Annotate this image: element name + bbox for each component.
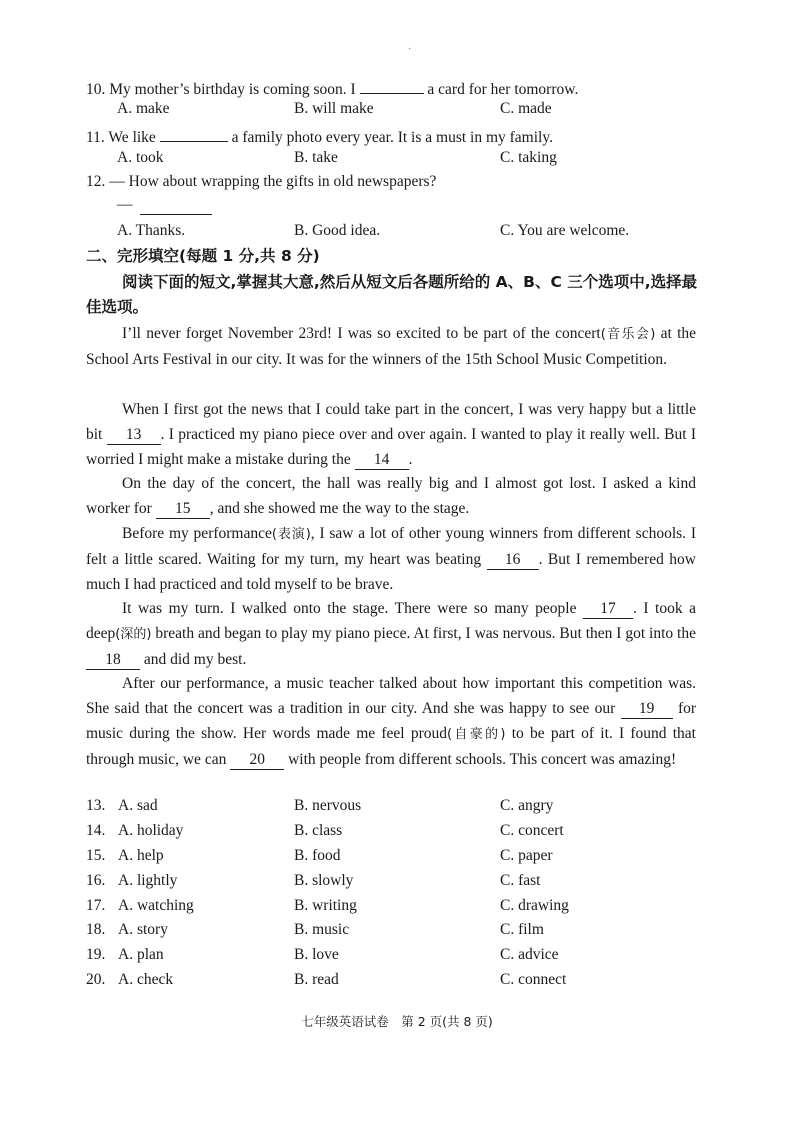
option-c: C. taking — [500, 149, 557, 166]
passage-text: . I took a deep — [86, 600, 696, 642]
option-b: B. music — [294, 921, 350, 938]
option-number: 19. — [86, 946, 106, 963]
option-b: B. Good idea. — [294, 222, 381, 239]
passage-text: After our performance, a music teacher talked about how important this competition was. She said that the concert was a tradition in our city. And she was happy to see our — [86, 675, 696, 717]
option-a: A. holiday — [118, 822, 184, 839]
answer-blank — [160, 123, 228, 142]
option-number: 17. — [86, 897, 106, 914]
option-b: B. read — [294, 971, 339, 988]
answer-blank — [140, 198, 212, 215]
passage-text: . I practiced my piano piece over and over again. I wanted to play it really well. But I worried I might make a mistake during the — [86, 426, 696, 468]
speck-mark: · — [408, 44, 412, 55]
question-12 — [86, 172, 698, 192]
passage-text: I’ll never forget November 23rd! I was so excited to be part of the concert — [122, 325, 601, 342]
passage-paragraph-1 — [86, 321, 696, 372]
blank-14: 14 — [355, 451, 409, 470]
option-b: B. love — [294, 946, 339, 963]
blank-15: 15 — [156, 500, 210, 519]
page-footer: 七年级英语试卷 第 2 页(共 8 页) — [301, 1014, 493, 1029]
option-a: A. lightly — [118, 872, 178, 889]
option-number: 16. — [86, 872, 106, 889]
option-a: A. help — [118, 847, 164, 864]
passage-text: at the School Arts Festival in our city. It was for the winners of the 15th School Music Competition. — [86, 325, 697, 368]
passage-text: , and she showed me the way to the stage. — [209, 500, 470, 517]
passage-paragraph-4 — [86, 521, 696, 597]
question-text: My mother’s birthday is coming soon. I — [109, 81, 356, 98]
passage-text: breath and began to play my piano piece. At first, I was nervous. But then I got into the — [155, 625, 696, 642]
passage-paragraph-6 — [86, 671, 696, 772]
passage-text: to be part of it. I found that through music, we can — [86, 725, 696, 768]
question-number: 11. — [86, 129, 105, 146]
option-number: 13. — [86, 797, 106, 814]
option-c: C. angry — [500, 797, 554, 814]
gloss-text: (表演) — [271, 527, 311, 542]
dialogue-dash: — — [117, 196, 133, 213]
option-a: A. watching — [118, 897, 194, 914]
question-11 — [86, 123, 698, 148]
question-text: a family photo every year. It is a must in my family. — [231, 129, 553, 146]
option-c: C. made — [500, 100, 552, 117]
passage-text: When I first got the news that I could take part in the concert, I was very happy but a little bit — [86, 401, 696, 443]
passage-text: with people from different schools. This concert was amazing! — [288, 751, 677, 768]
blank-17: 17 — [583, 600, 633, 619]
blank-16: 16 — [487, 551, 539, 570]
gloss-text: (自豪的) — [446, 727, 506, 742]
option-b: B. food — [294, 847, 341, 864]
option-c: C. paper — [500, 847, 553, 864]
option-c: C. fast — [500, 872, 541, 889]
passage-text: On the day of the concert, the hall was really big and I almost got lost. I asked a kind worker for — [86, 475, 696, 517]
passage-paragraph-5 — [86, 596, 696, 672]
question-text: a card for her tomorrow. — [427, 81, 579, 98]
passage-text: . But I remembered how much I had practiced and told myself to be brave. — [86, 551, 696, 593]
gloss-text: (深的) — [115, 627, 152, 642]
passage-text: It was my turn. I walked onto the stage. There were so many people — [122, 600, 577, 617]
option-b: B. take — [294, 149, 338, 166]
option-a: A. sad — [118, 797, 158, 814]
passage-text: for music during the show. Her words made me feel proud — [86, 700, 697, 742]
passage-text: Before my performance — [122, 525, 272, 542]
blank-18: 18 — [86, 651, 140, 670]
passage-paragraph-3 — [86, 471, 696, 521]
option-number: 18. — [86, 921, 106, 938]
option-c: C. advice — [500, 946, 559, 963]
option-a: A. check — [118, 971, 174, 988]
option-a: A. took — [117, 149, 164, 166]
question-10 — [86, 75, 698, 100]
question-text: We like — [108, 129, 156, 146]
question-number: 10. — [86, 81, 106, 98]
option-c: C. connect — [500, 971, 567, 988]
question-number: 12. — [86, 173, 106, 190]
passage-text: , I saw a lot of other young winners from different schools. I felt a little scared. Waiting for my turn, my heart was beating — [86, 525, 696, 568]
section-instruction: 阅读下面的短文,掌握其大意,然后从短文后各题所给的 A、B、C 三个选项中,选择最佳选项。 — [86, 273, 698, 316]
gloss-text: (音乐会) — [600, 327, 656, 342]
passage-text: and did my best. — [143, 651, 247, 668]
blank-20: 20 — [230, 751, 284, 770]
option-b: B. class — [294, 822, 343, 839]
option-a: A. Thanks. — [117, 222, 186, 239]
section-heading: 二、完形填空(每题 1 分,共 8 分) — [86, 247, 320, 265]
option-a: A. plan — [118, 946, 164, 963]
option-b: B. slowly — [294, 872, 354, 889]
option-c: C. drawing — [500, 897, 569, 914]
option-c: C. film — [500, 921, 544, 938]
blank-13: 13 — [107, 426, 161, 445]
option-b: B. will make — [294, 100, 374, 117]
option-a: A. story — [118, 921, 168, 938]
option-c: C. concert — [500, 822, 564, 839]
option-number: 15. — [86, 847, 106, 864]
answer-blank — [360, 75, 424, 94]
option-number: 14. — [86, 822, 106, 839]
passage-text: . — [408, 451, 413, 468]
passage-paragraph-2 — [86, 397, 696, 472]
blank-19: 19 — [621, 700, 673, 719]
question-text: — How about wrapping the gifts in old newspapers? — [109, 173, 437, 190]
option-b: B. writing — [294, 897, 357, 914]
option-number: 20. — [86, 971, 106, 988]
option-a: A. make — [117, 100, 170, 117]
option-c: C. You are welcome. — [500, 222, 630, 239]
option-b: B. nervous — [294, 797, 362, 814]
